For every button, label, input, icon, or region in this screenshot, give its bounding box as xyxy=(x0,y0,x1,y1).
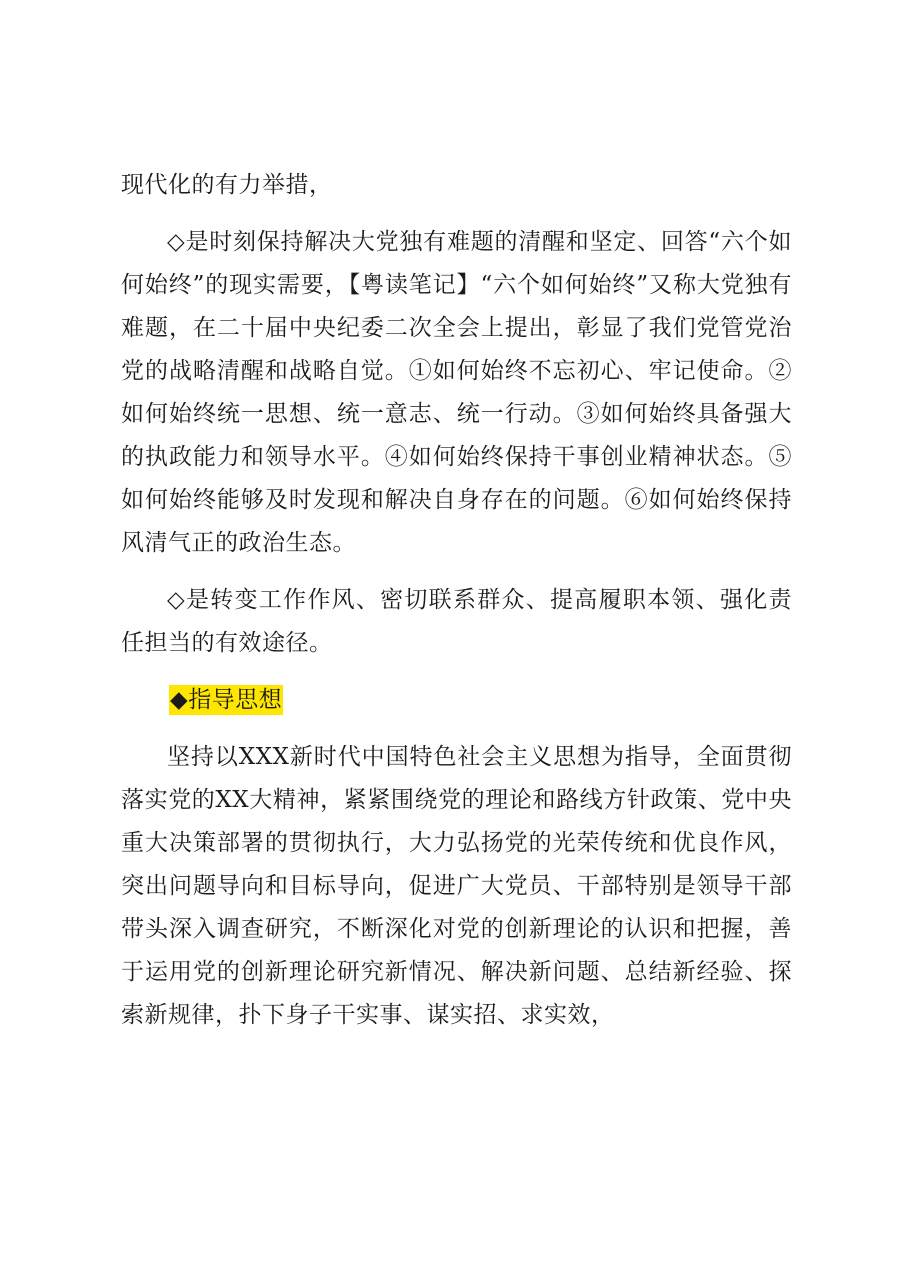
section-heading-row xyxy=(121,679,792,722)
section-heading-guiding-thought: ◆指导思想 xyxy=(170,687,283,713)
paragraph-guiding-thought: 坚持以XXX新时代中国特色社会主义思想为指导，全面贯彻落实党的XX大精神，紧紧围绕党的理论和路线方针政策、党中央重大决策部署的贯彻执行，大力弘扬党的光荣传统和优良作风，突出问题导向和目标导向，促进广大党员、干部特别是领导干部带头深入调查研究，不断深化对党的创新理论的认识和把握，善于运用党的创新理论研究新情况、解决新问题、总结新经验、探索新规律，扑下身子干实事、谋实招、求实效， xyxy=(121,744,792,1028)
document-body xyxy=(121,164,792,1037)
paragraph-continuation: 现代化的有力举措， xyxy=(121,172,333,198)
paragraph-work-style: ◇是转变工作作风、密切联系群众、提高履职本领、强化责任担当的有效途径。 xyxy=(121,587,792,656)
paragraph-six-questions: ◇是时刻保持解决大党独有难题的清醒和坚定、回答“六个如何始终”的现实需要，【粤读笔记】“六个如何始终”又称大党独有难题，在二十届中央纪委二次全会上提出，彰显了我们党管党治党的战略清醒和战略自觉。①如何始终不忘初心、牢记使命。②如何始终统一思想、统一意志、统一行动。③如何始终具备强大的执政能力和领导水平。④如何始终保持干事创业精神状态。⑤如何始终能够及时发现和解决自身存在的问题。⑥如何始终保持风清气正的政治生态。 xyxy=(121,229,792,556)
